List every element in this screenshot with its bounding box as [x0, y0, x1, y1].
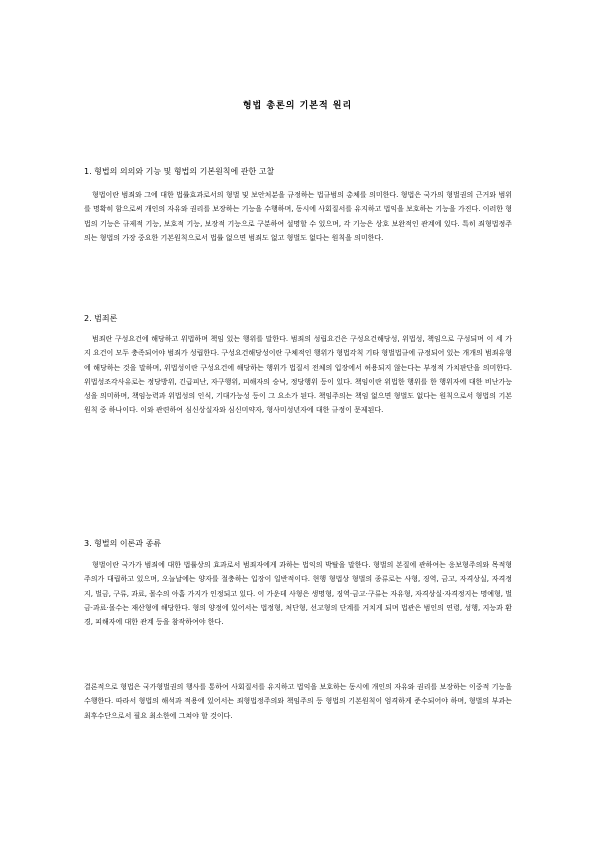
section-paragraph	[84, 558, 512, 629]
section-paragraph	[84, 332, 512, 418]
paragraph-text: 결론적으로 형법은 국가형벌권의 행사를 통하여 사회질서를 유지하고 법익을 보호하는 동시에 개인의 자유와 권리를 보장하는 이중적 기능을 수행한다. 따라서 형법의 해석과 적용에 있어서는 죄형법정주의와 책임주의 등 형법의 기본원칙이 엄격하게 준수되어야 하며, 형벌의 부과는 최후수단으로서 필요 최소한에 그쳐야 할 것이다.	[84, 683, 512, 720]
section-paragraph	[84, 188, 512, 245]
section-heading: 2. 범죄론	[84, 314, 118, 323]
section-2	[84, 313, 512, 418]
section-3	[84, 538, 512, 629]
paragraph-text: 범죄란 구성요건에 해당하고 위법하며 책임 있는 행위를 말한다. 범죄의 성립요건은 구성요건해당성, 위법성, 책임으로 구성되며 이 세 가지 요건이 모두 충족되어야 범죄가 성립한다. 구성요건해당성이란 구체적인 행위가 형법각칙 기타 형벌법규에 규정되어 있는 개개의 범죄유형에 해당하는 것을 말하며, 위법성이란 구성요건에 해당하는 행위가 법질서 전체의 입장에서 허용되지 않는다는 부정적 가치판단을 의미한다. 위법성조각사유로는 정당방위, 긴급피난, 자구행위, 피해자의 승낙, 정당행위 등이 있다. 책임이란 위법한 행위를 한 행위자에 대한 비난가능성을 의미하며, 책임능력과 위법성의 인식, 기대가능성 등이 그 요소가 된다. 책임주의는 책임 없으면 형벌도 없다는 원칙으로서 형법의 기본원칙 중 하나이다. 이와 관련하여 심신상실자와 심신미약자, 형사미성년자에 대한 규정이 문제된다.	[84, 335, 512, 415]
paragraph-text: 형법이란 범죄와 그에 대한 법률효과로서의 형벌 및 보안처분을 규정하는 법규범의 총체를 의미한다. 형법은 국가의 형벌권의 근거와 범위를 명확히 함으로써 개인의 자유와 권리를 보장하는 기능을 수행하며, 동시에 사회질서를 유지하고 법익을 보호하는 기능을 가진다. 이러한 형법의 기능은 규제적 기능, 보호적 기능, 보장적 기능으로 구분하여 설명할 수 있으며, 각 기능은 상호 보완적인 관계에 있다. 특히 죄형법정주의는 형법의 가장 중요한 기본원칙으로서 법률 없으면 범죄도 없고 형벌도 없다는 원칙을 의미한다.	[84, 191, 512, 242]
document-title: 형법 총론의 기본적 원리	[242, 101, 353, 111]
conclusion-paragraph	[84, 680, 512, 723]
section-heading: 3. 형벌의 이론과 종류	[84, 539, 162, 548]
section-heading: 1. 형법의 의의와 기능 및 형법의 기본원칙에 관한 고찰	[84, 167, 275, 176]
paragraph-text: 형벌이란 국가가 범죄에 대한 법률상의 효과로서 범죄자에게 과하는 법익의 박탈을 말한다. 형벌의 본질에 관하여는 응보형주의와 목적형주의가 대립하고 있으며, 오늘날에는 양자를 절충하는 입장이 일반적이다. 현행 형법상 형벌의 종류로는 사형, 징역, 금고, 자격상실, 자격정지, 벌금, 구류, 과료, 몰수의 아홉 가지가 인정되고 있다. 이 가운데 사형은 생명형, 징역·금고·구류는 자유형, 자격상실·자격정지는 명예형, 벌금·과료·몰수는 재산형에 해당한다. 형의 양정에 있어서는 법정형, 처단형, 선고형의 단계를 거치게 되며 법관은 범인의 연령, 성행, 지능과 환경, 피해자에 대한 관계 등을 참작하여야 한다.	[84, 561, 512, 627]
section-1	[84, 166, 512, 245]
